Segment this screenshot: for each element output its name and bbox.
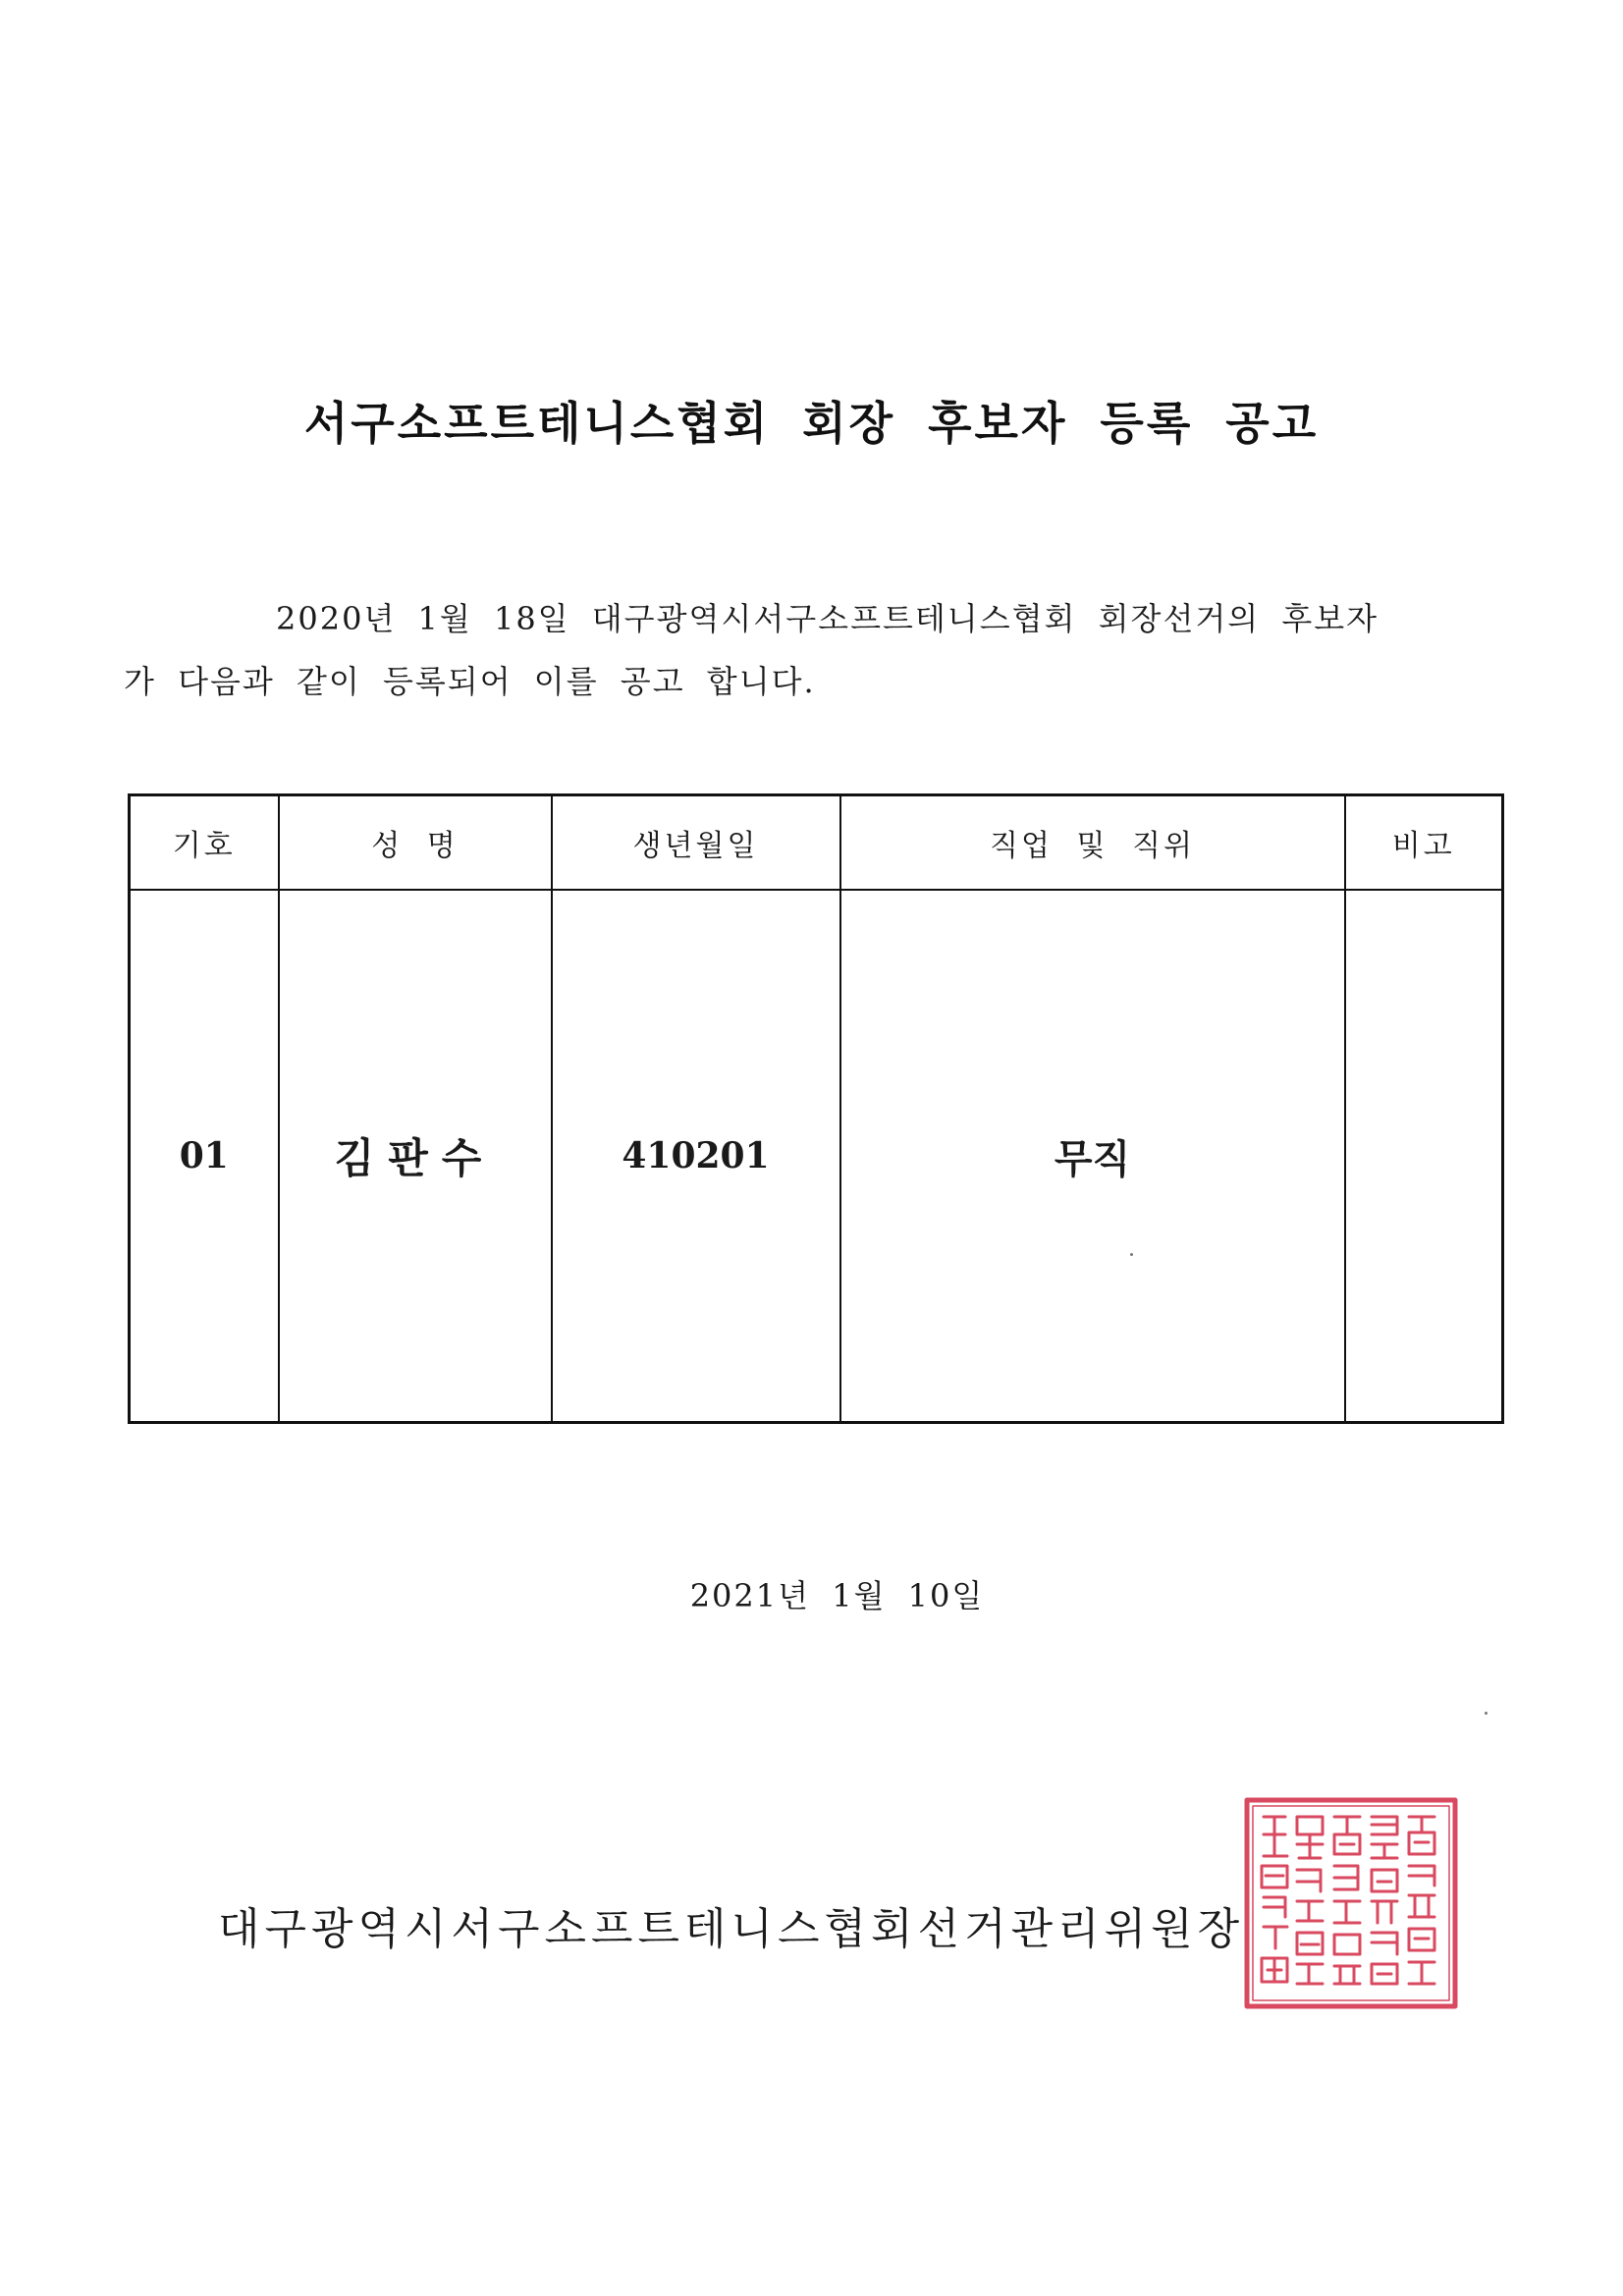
table-header-row (130, 795, 1503, 891)
page-title: 서구소프트테니스협회 회장 후보자 등록 공고 (303, 397, 1320, 450)
official-seal-stamp (1242, 1795, 1460, 2011)
cell-remarks (1345, 890, 1503, 1423)
announcement-line-1: 2020년 1월 18일 대구광역시서구소프트테니스협회 회장선거의 후보자 (276, 600, 1380, 637)
announcement-line-2: 가 다음과 같이 등록되어 이를 공고 합니다. (124, 663, 816, 700)
cell-number: 01 (130, 890, 279, 1423)
cell-name: 김판수 (279, 890, 552, 1423)
announcement-date: 2021년 1월 10일 (689, 1577, 985, 1614)
table-row (130, 890, 1503, 1423)
candidate-table (128, 793, 1504, 1424)
header-remarks: 비고 (1345, 795, 1503, 891)
header-occupation: 직업 및 직위 (840, 795, 1345, 891)
header-birthdate: 생년월일 (552, 795, 840, 891)
cell-occupation: 무직 (840, 890, 1345, 1423)
scan-speck (1130, 1253, 1133, 1256)
header-name: 성 명 (279, 795, 552, 891)
header-number: 기호 (130, 795, 279, 891)
issuer-name: 대구광역시서구소프트테니스협회선거관리위원장 (218, 1904, 1245, 1954)
cell-birthdate: 410201 (552, 890, 840, 1423)
announcement-body (124, 587, 1528, 713)
scan-speck (1485, 1712, 1488, 1715)
